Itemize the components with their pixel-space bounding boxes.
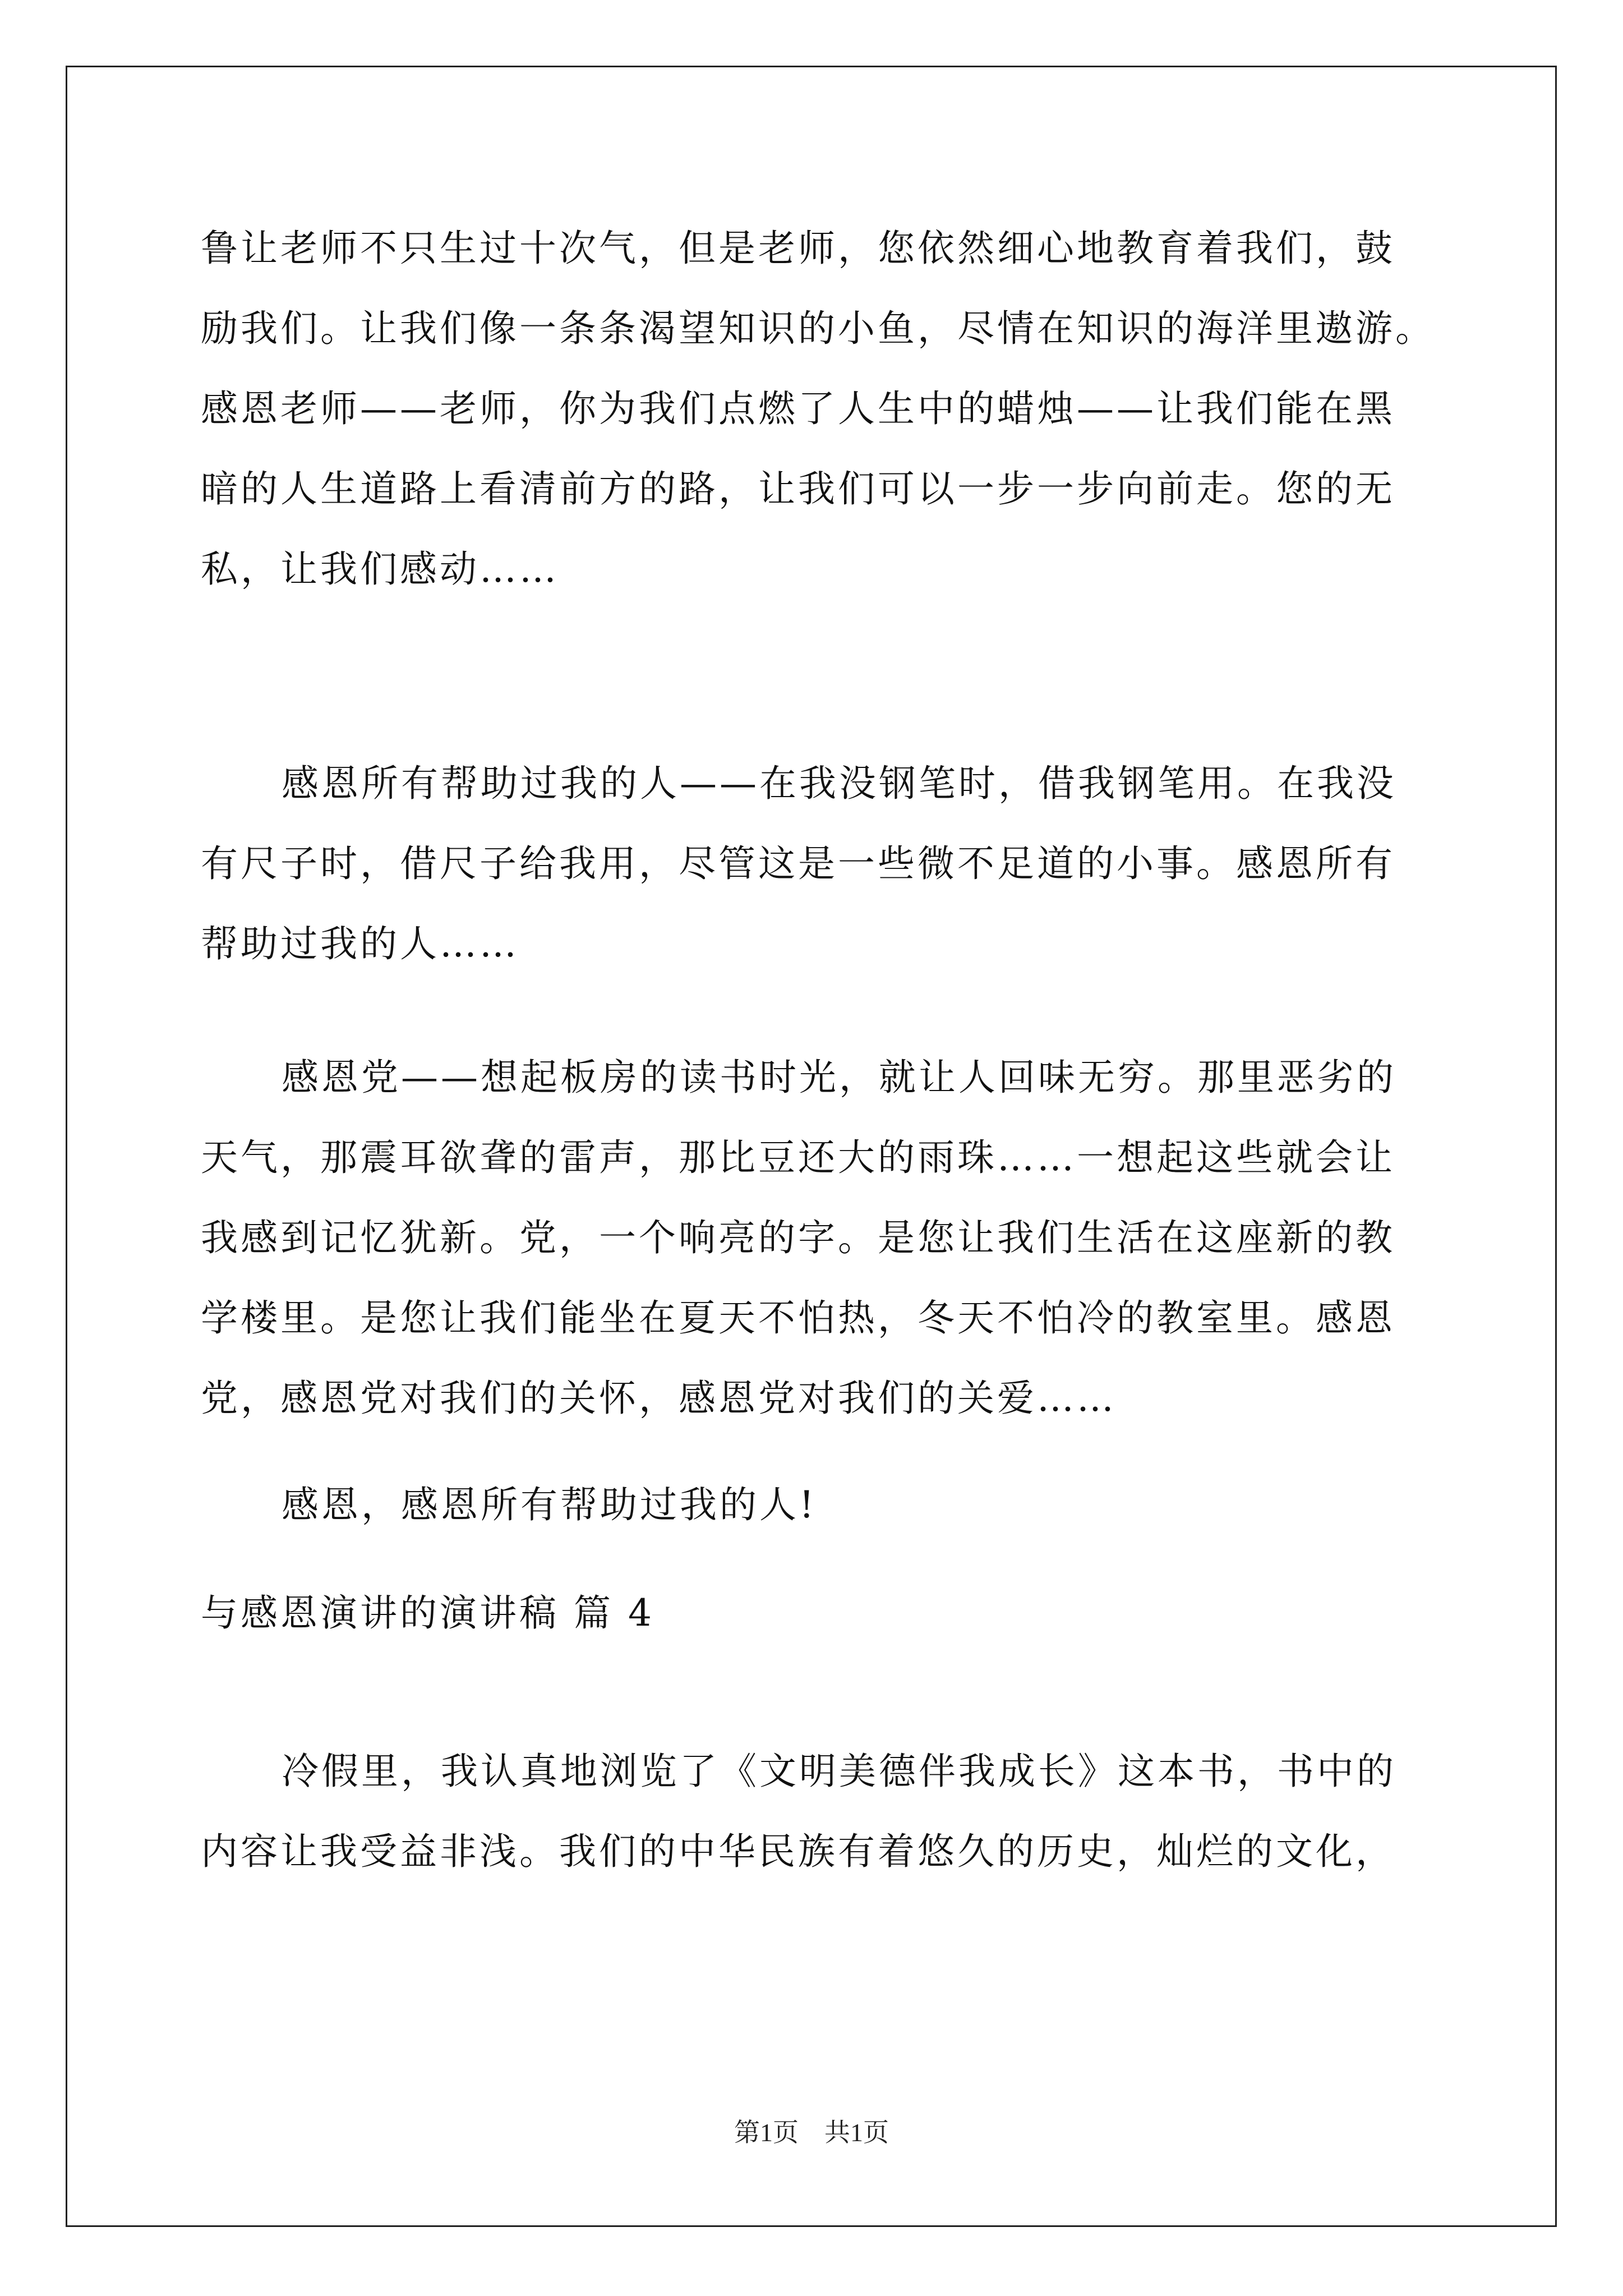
paragraph-line: 鲁让老师不只生过十次气，但是老师，您依然细心地教育着我们，鼓 [201, 227, 1395, 270]
paragraph-line: 励我们。让我们像一条条渴望知识的小鱼，尽情在知识的海洋里遨游。 [201, 307, 1435, 350]
paragraph-line: 感恩所有帮助过我的人——在我没钢笔时，借我钢笔用。在我没 [282, 762, 1396, 805]
paragraph-line: 学楼里。是您让我们能坐在夏天不怕热，冬天不怕冷的教室里。感恩 [201, 1296, 1395, 1340]
paragraph-line: 帮助过我的人…… [201, 922, 519, 965]
paragraph-line: 暗的人生道路上看清前方的路，让我们可以一步一步向前走。您的无 [201, 467, 1395, 510]
paragraph-line: 感恩，感恩所有帮助过我的人! [282, 1483, 817, 1526]
paragraph-line: 有尺子时，借尺子给我用，尽管这是一些微不足道的小事。感恩所有 [201, 842, 1395, 885]
paragraph-line: 感恩老师——老师，你为我们点燃了人生中的蜡烛——让我们能在黑 [201, 387, 1395, 430]
section-heading: 与感恩演讲的演讲稿 篇 4 [201, 1591, 654, 1635]
paragraph-line: 冷假里，我认真地浏览了《文明美德伴我成长》这本书，书中的 [282, 1750, 1396, 1793]
paragraph-line: 感恩党——想起板房的读书时光，就让人回味无穷。那里恶劣的 [282, 1056, 1396, 1099]
paragraph-line: 天气，那震耳欲聋的雷声，那比豆还大的雨珠……一想起这些就会让 [201, 1136, 1395, 1179]
page-footer: 第1页 共1页 [734, 2118, 889, 2147]
paragraph-line: 我感到记忆犹新。党，一个响亮的字。是您让我们生活在这座新的教 [201, 1216, 1395, 1259]
paragraph-line: 私，让我们感动…… [201, 547, 559, 591]
paragraph-line: 党，感恩党对我们的关怀，感恩党对我们的关爱…… [201, 1377, 1117, 1420]
paragraph-line: 内容让我受益非浅。我们的中华民族有着悠久的历史，灿烂的文化， [201, 1830, 1395, 1873]
